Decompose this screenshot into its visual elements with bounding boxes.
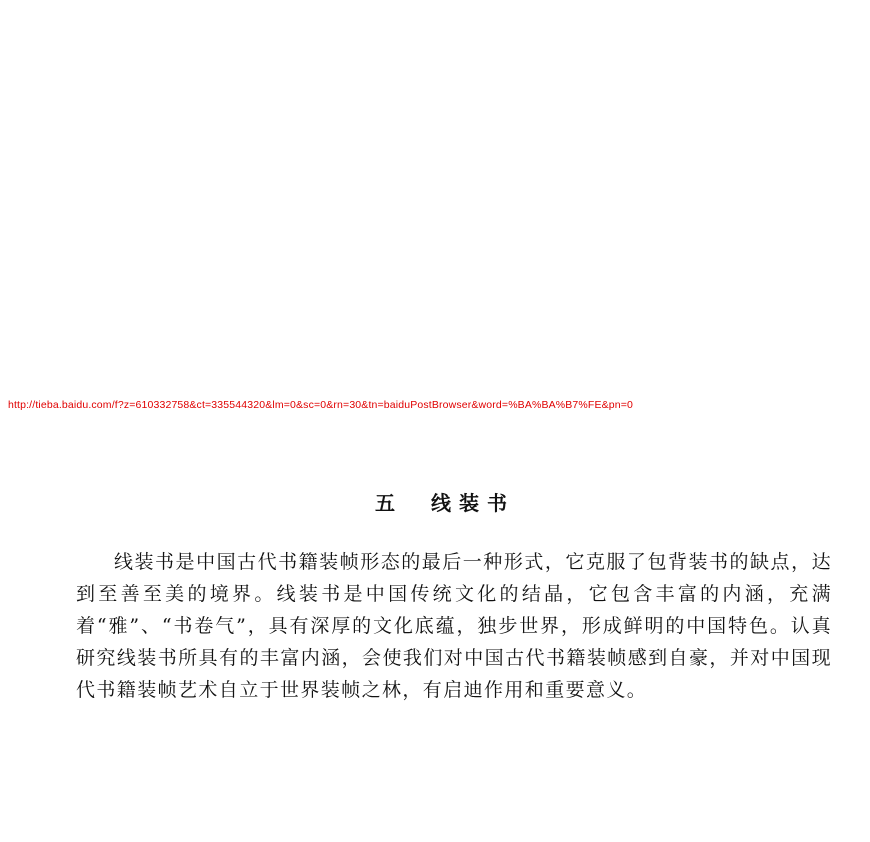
source-url-watermark: http://tieba.baidu.com/f?z=610332758&ct=335544320&lm=0&sc=0&rn=30&tn=baiduPostBrowser&word=%BA%BA%B7%FE&pn=0 bbox=[8, 399, 634, 411]
chapter-number: 五 bbox=[375, 491, 403, 515]
body-paragraph: 线装书是中国古代书籍装帧形态的最后一种形式，它克服了包背装书的缺点，达到至善至美的境界。线装书是中国传统文化的结晶，它包含丰富的内涵，充满着“雅”、“书卷气”，具有深厚的文化底蕴，独步世界，形成鲜明的中国特色。认真研究线装书所具有的丰富内涵，会使我们对中国古代书籍装帧感到自豪，并对中国现代书籍装帧艺术自立于世界装帧之林，有启迪作用和重要意义。 bbox=[76, 551, 832, 701]
chapter-title-text: 线装书 bbox=[431, 491, 515, 515]
chapter-heading bbox=[0, 487, 870, 516]
